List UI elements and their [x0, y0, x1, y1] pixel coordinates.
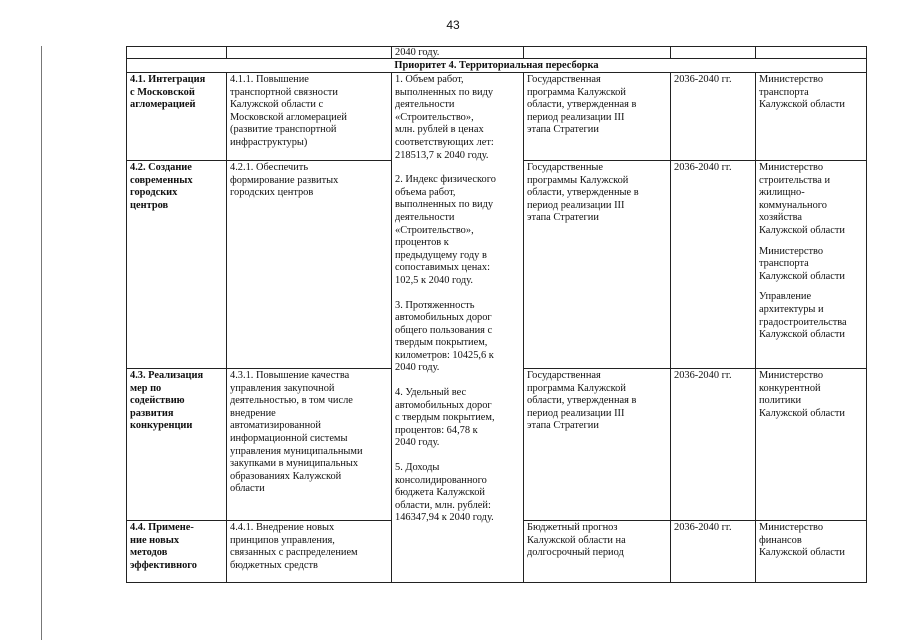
- responsible-cell: Министерство конкурентной политики Калужской области: [756, 369, 867, 521]
- responsible-cell: Министерство транспорта Калужской области: [756, 73, 867, 161]
- measure-cell: 4.4.1. Внедрение новых принципов управления, связанных с распределением бюджетных средств: [227, 521, 392, 583]
- continuation-row: [127, 47, 867, 59]
- indicators-cell: [392, 73, 524, 583]
- period-cell: 2036-2040 гг.: [671, 369, 756, 521]
- task-cell: 4.3. Реализация мер по содействию развития конкуренции: [127, 369, 227, 521]
- document-cell: Государственные программы Калужской области, утвержденные в период реализации III этапа Стратегии: [524, 161, 671, 369]
- measure-cell: 4.1.1. Повышение транспортной связности Калужской области с Московской агломерацией (развитие транспортной инфраструктуры): [227, 73, 392, 161]
- task-cell: 4.1. Интеграция с Московской агломерацией: [127, 73, 227, 161]
- table-row: [127, 73, 867, 161]
- measure-cell: 4.3.1. Повышение качества управления закупочной деятельностью, в том числе внедрение автоматизированной информационной системы управления муниципальными закупками в муниципальных образованиях Калужской области: [227, 369, 392, 521]
- document-cell: Государственная программа Калужской области, утвержденная в период реализации III этапа Стратегии: [524, 73, 671, 161]
- margin-line: [41, 46, 42, 640]
- responsible-cell: Министерство финансов Калужской области: [756, 521, 867, 583]
- indicator-item: 1. Объем работ, выполненных по виду деятельности «Строительство», млн. рублей в ценах соответствующих лет: 218513,7 к 2040 году.: [395, 74, 494, 161]
- indicator-item: 3. Протяженность автомобильных дорог общего пользования с твердым покрытием, километров: 10425,6 к 2040 году.: [395, 299, 494, 374]
- page-number: 43: [446, 18, 460, 32]
- responsible-cell: Министерство строительства и жилищно- коммунального хозяйства Калужской области Министерство транспорта Калужской области Управление архитектуры и градостроительства Калужской области: [756, 161, 867, 369]
- task-cell: 4.4. Примене- ние новых методов эффективного: [127, 521, 227, 583]
- indicator-item: 2. Индекс физического объема работ, выполненных по виду деятельности «Строительство», процентов к предыдущему году в сопоставимых ценах: 102,5 к 2040 году.: [395, 174, 496, 286]
- period-cell: 2036-2040 гг.: [671, 73, 756, 161]
- indicator-item: 5. Доходы консолидированного бюджета Калужской области, млн. рублей: 146347,94 к 2040 году.: [395, 462, 494, 524]
- measure-cell: 4.2.1. Обеспечить формирование развитых городских центров: [227, 161, 392, 369]
- priority-row: [127, 59, 867, 73]
- priority-title: Приоритет 4. Территориальная пересборка: [127, 59, 867, 73]
- task-cell: 4.2. Создание современных городских центров: [127, 161, 227, 369]
- indicator-item: 4. Удельный вес автомобильных дорог с твердым покрытием, процентов: 64,78 к 2040 году.: [395, 387, 495, 449]
- strategy-table: [126, 46, 867, 583]
- document-cell: Государственная программа Калужской области, утвержденная в период реализации III этапа Стратегии: [524, 369, 671, 521]
- continuation-text: 2040 году.: [392, 47, 524, 59]
- period-cell: 2036-2040 гг.: [671, 161, 756, 369]
- period-cell: 2036-2040 гг.: [671, 521, 756, 583]
- document-cell: Бюджетный прогноз Калужской области на долгосрочный период: [524, 521, 671, 583]
